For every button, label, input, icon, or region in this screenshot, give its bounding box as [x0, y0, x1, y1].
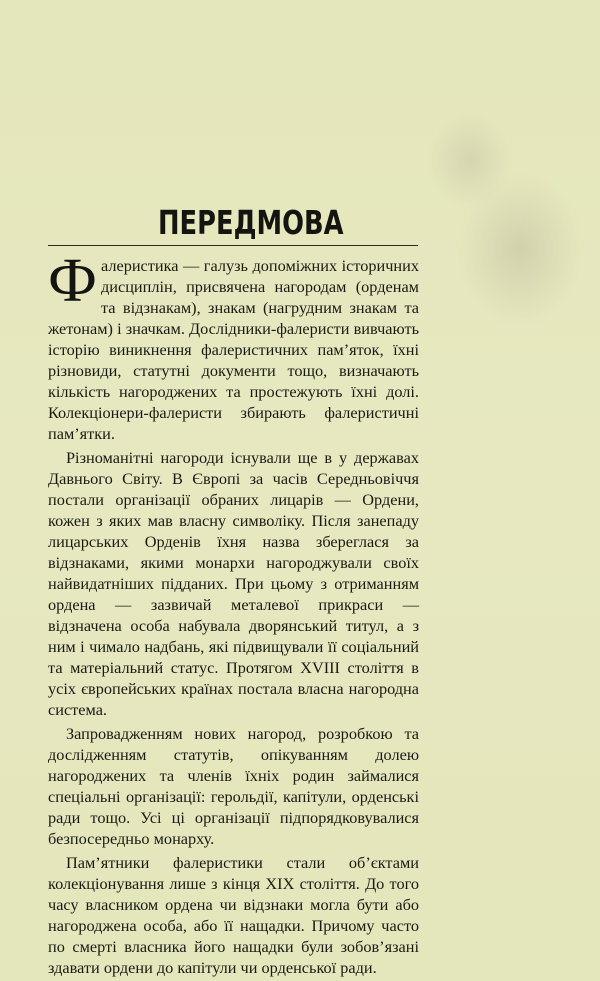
page-title: ПЕРЕДМОВА [158, 203, 344, 242]
paragraph-1 [48, 247, 419, 444]
paragraph-4: Пам’ятники фалеристики стали об’єктами колекціонування лише з кінця XIX століття. До того часу власником ордена чи відзнаки могла бути або нагороджена особа, або її нащадки. Причому часто по смерті власника його нащадки були зобов’язані здавати ордени до капітули чи орденської ради. [48, 853, 419, 977]
paragraph-2: Різноманітні нагороди існували ще в у державах Давнього Світу. В Європі за часів Середньовіччя постали організації обраних лицарів — Ордени, кожен з яких мав власну символіку. Після занепаду лицарських Орденів їхня назва збереглася за відзнаками, якими монархи нагороджували своїх найвидатніших підданих. При цьому з отриманням ордена — зазвичай металевої прикраси — відзначена особа набувала дворянський титул, а з ним і чимало надбань, які підвищували її соціальний та матеріальний статус. Протягом XVIII століття в усіх європейських країнах постала власна нагородна система. [48, 448, 419, 719]
paragraph-3: Запровадженням нових нагород, розробкою та дослідженням статутів, опікуванням долею нагороджених та членів їхніх родин займалися спеціальні організації: герольдії, капітули, орденські ради тощо. Усі ці організації підпорядковувалися безпосередньо монарху. [48, 724, 419, 848]
drop-cap: Ф [48, 247, 97, 315]
body-text [48, 247, 419, 981]
title-underline [48, 245, 418, 246]
paragraph-1-text: алеристика — галузь допоміжних історичних дисциплін, присвячена нагородам (орденам та відзнакам), знакам (нагрудним знакам та жетонам) і значкам. Дослідники-фалеристи вивчають історію виникнення фалеристичних пам’яток, їхні різновиди, статутні документи тощо, визначають кількість нагороджених та простежують їхні долі. Колекціонери-фалеристи збирають фалеристичні пам’ятки. [48, 256, 419, 443]
